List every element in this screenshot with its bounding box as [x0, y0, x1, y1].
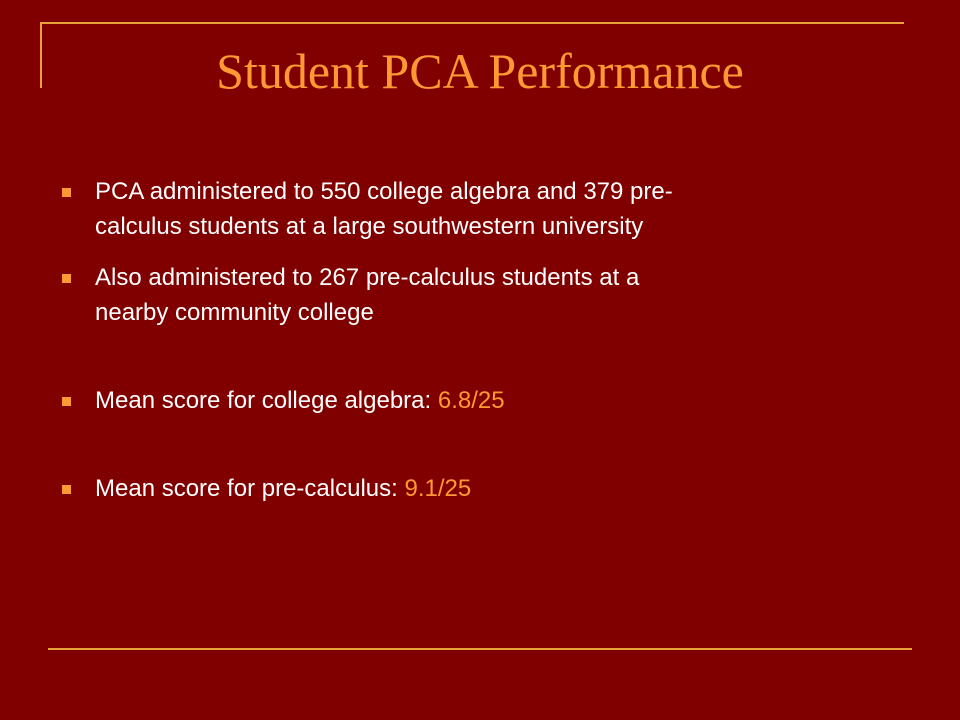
pre-calculus-score: 9.1/25	[404, 475, 472, 502]
bullet-item	[62, 471, 862, 506]
bullet-label: Mean score for pre-calculus:	[95, 475, 405, 502]
bullet-line: calculus students at a large southwestern university	[95, 213, 644, 240]
bullet-line: nearby community college	[95, 299, 374, 326]
bottom-rule	[48, 648, 912, 650]
bullet-item	[62, 260, 862, 330]
square-bullet-icon	[62, 188, 71, 197]
slide-title: Student PCA Performance	[216, 43, 744, 99]
bullet-label: Mean score for college algebra:	[95, 387, 438, 414]
square-bullet-icon	[62, 397, 71, 406]
bullet-line: Also administered to 267 pre-calculus students at a	[95, 264, 640, 291]
square-bullet-icon	[62, 485, 71, 494]
bullet-list	[62, 174, 862, 506]
square-bullet-icon	[62, 274, 71, 283]
top-rule	[40, 22, 904, 24]
college-algebra-score: 6.8/25	[437, 387, 505, 414]
bullet-line: PCA administered to 550 college algebra and 379 pre-	[95, 178, 673, 205]
bullet-item	[62, 174, 862, 244]
bullet-item	[62, 383, 862, 418]
